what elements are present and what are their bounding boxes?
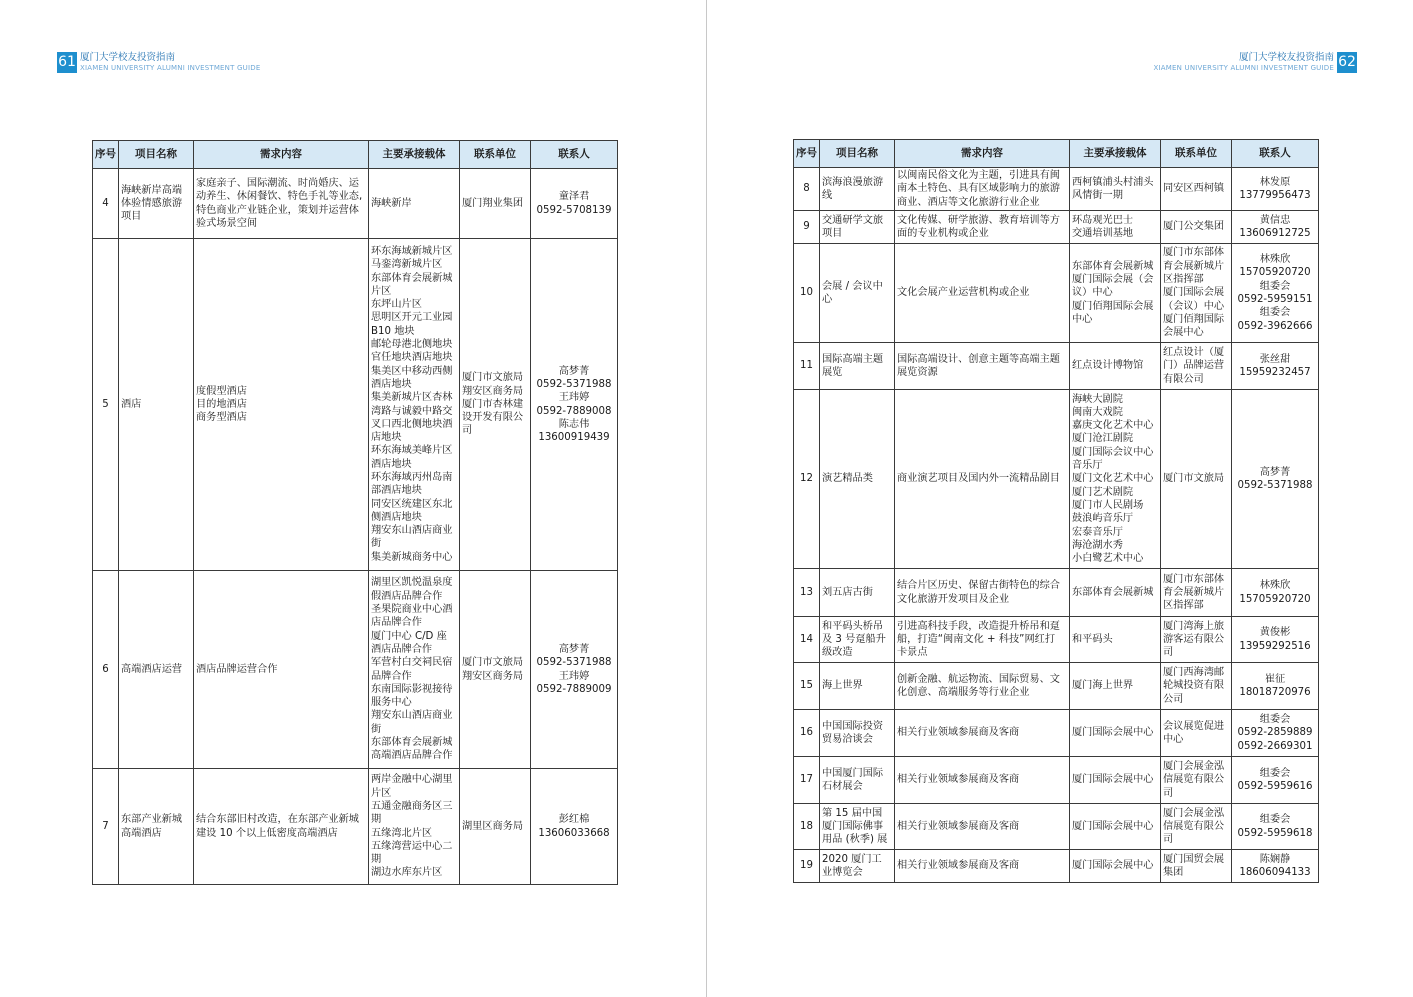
row-demand: 以闽南民俗文化为主题，引进具有闽 南本土特色、具有区域影响力的旅游 商业、酒店等文化旅游行业企业 [895, 168, 1070, 211]
row-demand: 结合东部旧村改造，在东部产业新城 建设 10 个以上低密度高端酒店 [194, 769, 369, 885]
col-header-demand: 需求内容 [194, 141, 369, 169]
row-contact-unit: 厦门市文旅局 [1161, 390, 1232, 569]
table-row [93, 239, 618, 571]
row-index: 4 [93, 169, 119, 239]
table-row [794, 343, 1319, 390]
table-row [794, 390, 1319, 569]
page-divider [706, 0, 707, 997]
col-header-index: 序号 [93, 141, 119, 169]
right-page-header [1057, 52, 1357, 74]
row-project-name: 国际高端主题 展览 [820, 343, 895, 390]
row-contact-unit: 厦门市东部体 育会展新城片 区指挥部 厦门国际会展 （会议）中心 厦门佰翔国际 会展中心 [1161, 244, 1232, 343]
row-carrier: 厦门海上世界 [1070, 663, 1161, 710]
row-index: 13 [794, 569, 820, 617]
row-project-name: 海峡新岸高端 体验情感旅游 项目 [119, 169, 194, 239]
col-header-contact-unit: 联系单位 [1161, 140, 1232, 168]
row-demand: 相关行业领域参展商及客商 [895, 757, 1070, 804]
row-index: 7 [93, 769, 119, 885]
row-contact-person: 高梦菁 0592-5371988 王玮婷 0592-7889009 [531, 571, 618, 769]
row-contact-unit: 湖里区商务局 [460, 769, 531, 885]
row-index: 10 [794, 244, 820, 343]
row-demand: 结合片区历史、保留古街特色的综合 文化旅游开发项目及企业 [895, 569, 1070, 617]
row-index: 18 [794, 804, 820, 850]
row-index: 12 [794, 390, 820, 569]
right-header-row [794, 140, 1319, 168]
col-header-demand: 需求内容 [895, 140, 1070, 168]
row-carrier: 环东海域新城片区 马銮湾新城片区 东部体育会展新城 片区 东坪山片区 思明区开元工业园 B10 地块 邮轮母港北侧地块 官任地块酒店地块 集美区中移动西侧 酒店地块 集美新城片区杏林 湾路与诚毅中路交 叉口西北侧地块酒 店地块 环东海域美峰片区 酒店地块 环东海域丙州岛南 部酒店地块 同安区统建区东北 侧酒店地块 翔安东山酒店商业 街 集美新城商务中心 [369, 239, 460, 571]
table-row [794, 617, 1319, 663]
row-demand: 相关行业领域参展商及客商 [895, 710, 1070, 757]
row-contact-person: 组委会 0592-5959616 [1232, 757, 1319, 804]
row-contact-unit: 厦门会展金泓 信展览有限公 司 [1161, 804, 1232, 850]
row-contact-unit: 厦门公交集团 [1161, 211, 1232, 244]
row-carrier: 两岸金融中心湖里 片区 五通金融商务区三 期 五缘湾北片区 五缘湾营运中心二 期 湖边水库东片区 [369, 769, 460, 885]
table-row [93, 571, 618, 769]
row-demand: 创新金融、航运物流、国际贸易、文 化创意、高端服务等行业企业 [895, 663, 1070, 710]
row-demand: 家庭亲子、国际潮流、时尚婚庆、运 动养生、休闲餐饮、特色手礼等业态, 特色商业产业链企业，策划并运营体 验式场景空间 [194, 169, 369, 239]
table-row [794, 710, 1319, 757]
row-project-name: 中国厦门国际 石材展会 [820, 757, 895, 804]
row-contact-unit: 厦门市文旅局 翔安区商务局 [460, 571, 531, 769]
col-header-project-name: 项目名称 [119, 141, 194, 169]
row-index: 5 [93, 239, 119, 571]
row-carrier: 东部体育会展新城 厦门国际会展（会 议）中心 厦门佰翔国际会展 中心 [1070, 244, 1161, 343]
row-project-name: 2020 厦门工 业博览会 [820, 850, 895, 883]
row-carrier: 湖里区凯悦温泉度 假酒店品牌合作 圣果院商业中心酒 店品牌合作 厦门中心 C/D 座 酒店品牌合作 军营村白交祠民宿 品牌合作 东南国际影视接待 服务中心 翔安东山酒店商业 街 东部体育会展新城 高端酒店品牌合作 [369, 571, 460, 769]
row-contact-unit: 厦门西海湾邮 轮城投资有限 公司 [1161, 663, 1232, 710]
row-carrier: 和平码头 [1070, 617, 1161, 663]
row-contact-person: 彭红棉 13606033668 [531, 769, 618, 885]
left-page-header [57, 52, 357, 74]
row-index: 14 [794, 617, 820, 663]
row-demand: 文化会展产业运营机构或企业 [895, 244, 1070, 343]
row-project-name: 第 15 届中国 厦门国际佛事 用品 (秋季) 展 [820, 804, 895, 850]
row-project-name: 和平码头桥吊 及 3 号趸船升 级改造 [820, 617, 895, 663]
row-project-name: 会展 / 会议中 心 [820, 244, 895, 343]
row-project-name: 中国国际投资 贸易洽谈会 [820, 710, 895, 757]
row-contact-unit: 同安区西柯镇 [1161, 168, 1232, 211]
row-contact-person: 黄俊彬 13959292516 [1232, 617, 1319, 663]
row-contact-person: 组委会 0592-5959618 [1232, 804, 1319, 850]
right-page [708, 0, 1413, 997]
table-row [794, 211, 1319, 244]
row-carrier: 西柯镇浦头村浦头 风情街一期 [1070, 168, 1161, 211]
row-contact-unit: 厦门国贸会展 集团 [1161, 850, 1232, 883]
row-demand: 酒店品牌运营合作 [194, 571, 369, 769]
row-project-name: 酒店 [119, 239, 194, 571]
left-page-number: 61 [57, 52, 77, 73]
right-header-subtitle: XIAMEN UNIVERSITY ALUMNI INVESTMENT GUIDE [1153, 64, 1334, 72]
col-header-project-name: 项目名称 [820, 140, 895, 168]
right-page-number: 62 [1337, 52, 1357, 73]
row-contact-person: 高梦菁 0592-5371988 [1232, 390, 1319, 569]
row-contact-person: 林殊欣 15705920720 组委会 0592-5959151 组委会 0592-3962666 [1232, 244, 1319, 343]
col-header-contact-person: 联系人 [531, 141, 618, 169]
row-carrier: 东部体育会展新城 [1070, 569, 1161, 617]
row-carrier: 环岛观光巴士 交通培训基地 [1070, 211, 1161, 244]
row-contact-unit: 厦门湾海上旅 游客运有限公 司 [1161, 617, 1232, 663]
row-demand: 商业演艺项目及国内外一流精品剧目 [895, 390, 1070, 569]
row-index: 9 [794, 211, 820, 244]
left-header-row [93, 141, 618, 169]
table-row [794, 850, 1319, 883]
row-carrier: 厦门国际会展中心 [1070, 710, 1161, 757]
row-demand: 引进高科技手段，改造提升桥吊和趸 船，打造“闽南文化 + 科技”网红打 卡景点 [895, 617, 1070, 663]
row-carrier: 海峡大剧院 闽南大戏院 嘉庚文化艺术中心 厦门沧江剧院 厦门国际会议中心 音乐厅 厦门文化艺术中心 厦门艺术剧院 厦门市人民剧场 鼓浪屿音乐厅 宏泰音乐厅 海沧湖水秀 小白鹭艺术中心 [1070, 390, 1161, 569]
row-contact-unit: 厦门会展金泓 信展览有限公 司 [1161, 757, 1232, 804]
row-contact-person: 张丝甜 15959232457 [1232, 343, 1319, 390]
row-carrier: 厦门国际会展中心 [1070, 757, 1161, 804]
row-carrier: 红点设计博物馆 [1070, 343, 1161, 390]
row-index: 11 [794, 343, 820, 390]
row-contact-unit: 红点设计（厦 门）品牌运营 有限公司 [1161, 343, 1232, 390]
row-contact-person: 黄信忠 13606912725 [1232, 211, 1319, 244]
row-contact-unit: 会议展览促进 中心 [1161, 710, 1232, 757]
row-index: 17 [794, 757, 820, 804]
row-contact-unit: 厦门市东部体 育会展新城片 区指挥部 [1161, 569, 1232, 617]
table-row [93, 169, 618, 239]
row-contact-person: 组委会 0592-2859889 0592-2669301 [1232, 710, 1319, 757]
right-header-title: 厦门大学校友投资指南 [1238, 52, 1334, 63]
row-index: 8 [794, 168, 820, 211]
row-project-name: 海上世界 [820, 663, 895, 710]
row-contact-person: 童泽君 0592-5708139 [531, 169, 618, 239]
left-header-subtitle: XIAMEN UNIVERSITY ALUMNI INVESTMENT GUIDE [80, 64, 261, 72]
row-contact-person: 高梦菁 0592-5371988 王玮婷 0592-7889008 陈志伟 13600919439 [531, 239, 618, 571]
table-row [794, 804, 1319, 850]
col-header-carrier: 主要承接载体 [369, 141, 460, 169]
row-index: 6 [93, 571, 119, 769]
row-contact-unit: 厦门市文旅局 翔安区商务局 厦门市杏林建 设开发有限公 司 [460, 239, 531, 571]
col-header-index: 序号 [794, 140, 820, 168]
row-contact-person: 林发原 13779956473 [1232, 168, 1319, 211]
row-demand: 国际高端设计、创意主题等高端主题 展览资源 [895, 343, 1070, 390]
row-project-name: 刘五店古街 [820, 569, 895, 617]
row-index: 15 [794, 663, 820, 710]
row-project-name: 演艺精品类 [820, 390, 895, 569]
right-project-table [793, 139, 1319, 883]
table-row [794, 244, 1319, 343]
row-project-name: 滨海浪漫旅游 线 [820, 168, 895, 211]
row-demand: 相关行业领域参展商及客商 [895, 850, 1070, 883]
col-header-contact-person: 联系人 [1232, 140, 1319, 168]
row-demand: 度假型酒店 目的地酒店 商务型酒店 [194, 239, 369, 571]
table-row [794, 757, 1319, 804]
left-page [0, 0, 706, 997]
row-project-name: 东部产业新城 高端酒店 [119, 769, 194, 885]
row-contact-person: 陈娴静 18606094133 [1232, 850, 1319, 883]
row-demand: 文化传媒、研学旅游、教育培训等方 面的专业机构或企业 [895, 211, 1070, 244]
table-row [794, 663, 1319, 710]
table-row [794, 569, 1319, 617]
row-contact-unit: 厦门翔业集团 [460, 169, 531, 239]
table-row [794, 168, 1319, 211]
row-carrier: 厦门国际会展中心 [1070, 804, 1161, 850]
row-index: 16 [794, 710, 820, 757]
row-index: 19 [794, 850, 820, 883]
col-header-carrier: 主要承接载体 [1070, 140, 1161, 168]
col-header-contact-unit: 联系单位 [460, 141, 531, 169]
left-header-title: 厦门大学校友投资指南 [80, 52, 176, 63]
row-carrier: 海峡新岸 [369, 169, 460, 239]
row-contact-person: 崔征 18018720976 [1232, 663, 1319, 710]
left-project-table [92, 140, 618, 885]
table-row [93, 769, 618, 885]
row-carrier: 厦门国际会展中心 [1070, 850, 1161, 883]
row-project-name: 交通研学文旅 项目 [820, 211, 895, 244]
row-demand: 相关行业领域参展商及客商 [895, 804, 1070, 850]
row-project-name: 高端酒店运营 [119, 571, 194, 769]
row-contact-person: 林殊欣 15705920720 [1232, 569, 1319, 617]
